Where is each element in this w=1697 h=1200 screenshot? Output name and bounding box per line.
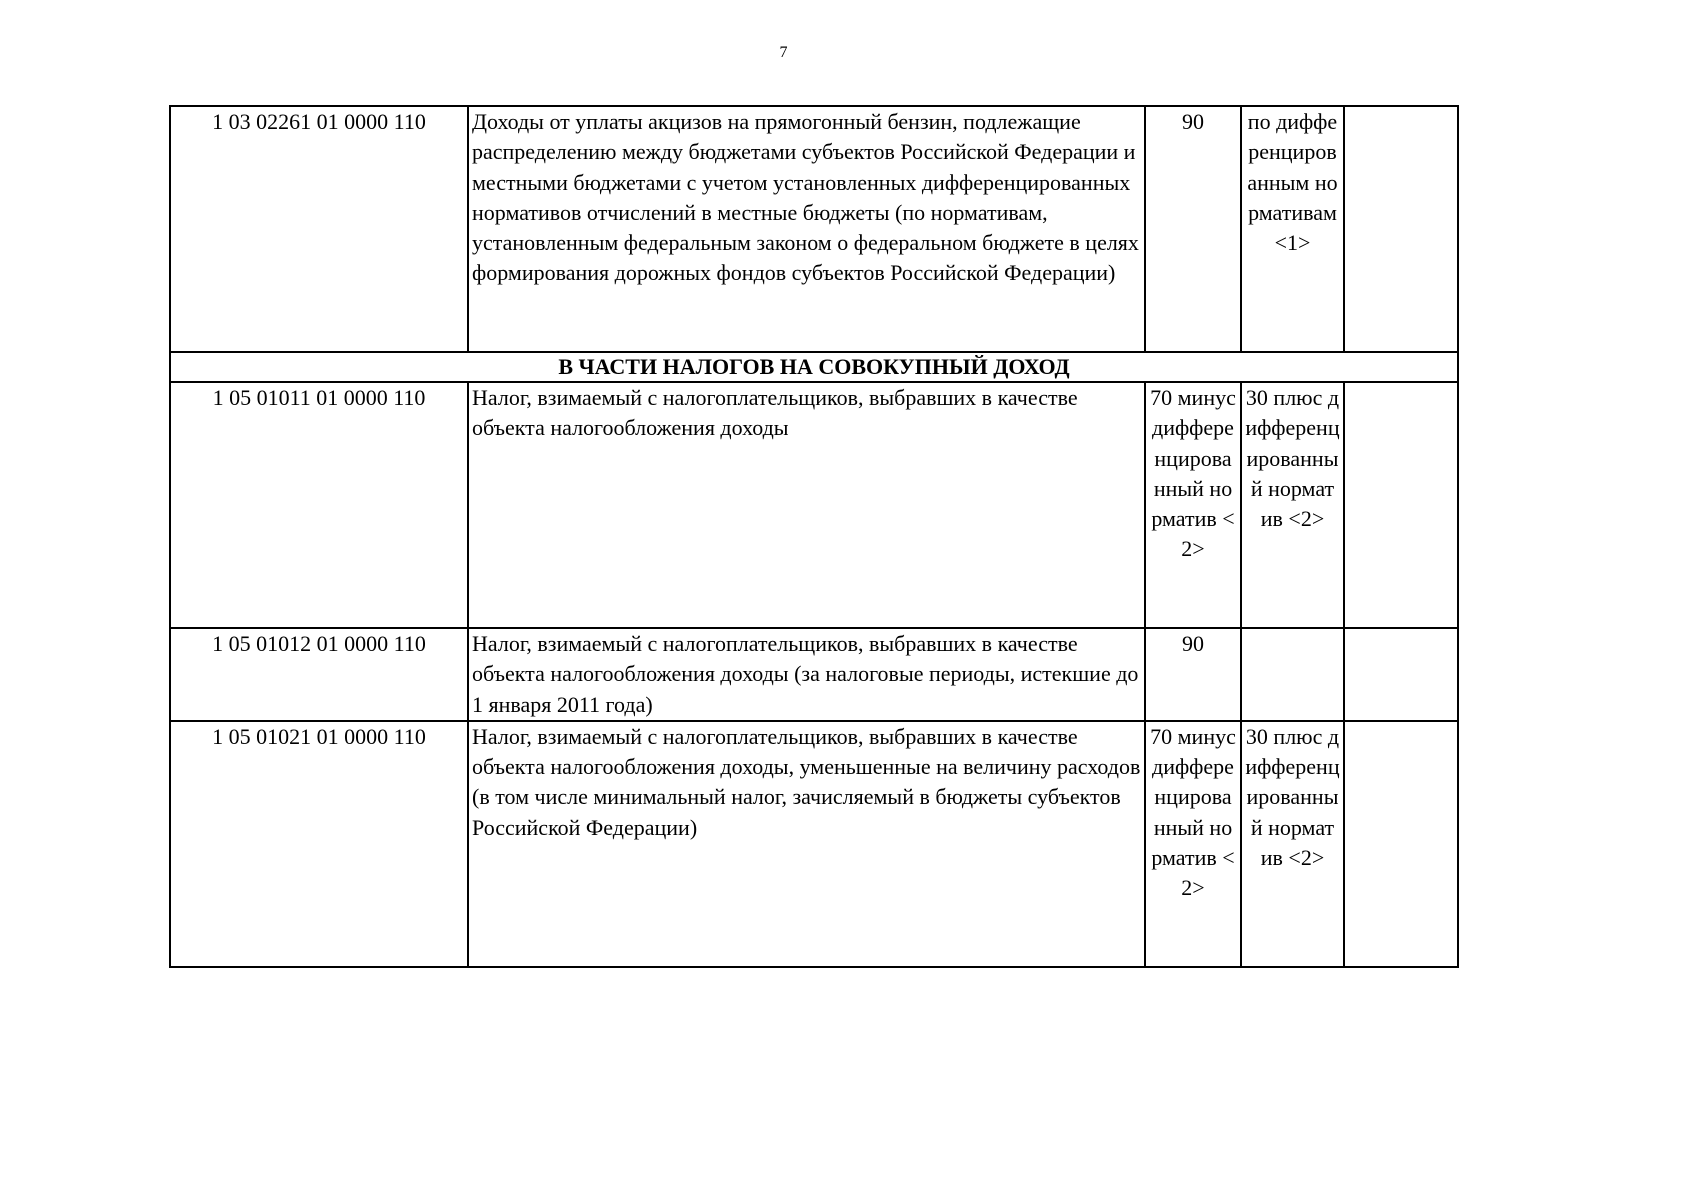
section-heading: В ЧАСТИ НАЛОГОВ НА СОВОКУПНЫЙ ДОХОД (170, 352, 1458, 382)
norm-cell (1241, 628, 1344, 721)
norm-cell: 70 минус дифференцированный норматив <2> (1145, 721, 1241, 967)
revenue-code: 1 05 01021 01 0000 110 (170, 721, 468, 967)
section-row (170, 352, 1458, 382)
empty-cell (1344, 721, 1458, 967)
table-row (170, 106, 1458, 352)
empty-cell (1344, 106, 1458, 352)
table-row (170, 721, 1458, 967)
norm-cell: 90 (1145, 106, 1241, 352)
empty-cell (1344, 628, 1458, 721)
table-row (170, 382, 1458, 628)
revenue-code: 1 03 02261 01 0000 110 (170, 106, 468, 352)
revenue-table (169, 105, 1459, 968)
revenue-description: Налог, взимаемый с налогоплательщиков, выбравших в качестве объекта налогообложения доходы, уменьшенные на величину расходов (в том числе минимальный налог, зачисляемый в бюджеты субъектов Российской Федерации) (468, 721, 1145, 967)
revenue-description: Налог, взимаемый с налогоплательщиков, выбравших в качестве объекта налогообложения доходы (за налоговые периоды, истекшие до 1 января 2011 года) (468, 628, 1145, 721)
norm-cell: 70 минус дифференцированный норматив <2> (1145, 382, 1241, 628)
revenue-code: 1 05 01011 01 0000 110 (170, 382, 468, 628)
revenue-description: Налог, взимаемый с налогоплательщиков, выбравших в качестве объекта налогообложения доходы (468, 382, 1145, 628)
revenue-description: Доходы от уплаты акцизов на прямогонный бензин, подлежащие распределению между бюджетами субъектов Российской Федерации и местными бюджетами с учетом установленных дифференцированных нормативов отчислений в местные бюджеты (по нормативам, установленным федеральным законом о федеральном бюджете в целях формирования дорожных фондов субъектов Российской Федерации) (468, 106, 1145, 352)
norm-cell: 90 (1145, 628, 1241, 721)
revenue-code: 1 05 01012 01 0000 110 (170, 628, 468, 721)
norm-cell: 30 плюс дифференцированный норматив <2> (1241, 382, 1344, 628)
table-row (170, 628, 1458, 721)
norm-cell: 30 плюс дифференцированный норматив <2> (1241, 721, 1344, 967)
norm-cell: по дифференцированным нормативам <1> (1241, 106, 1344, 352)
page-number: 7 (779, 44, 788, 61)
empty-cell (1344, 382, 1458, 628)
